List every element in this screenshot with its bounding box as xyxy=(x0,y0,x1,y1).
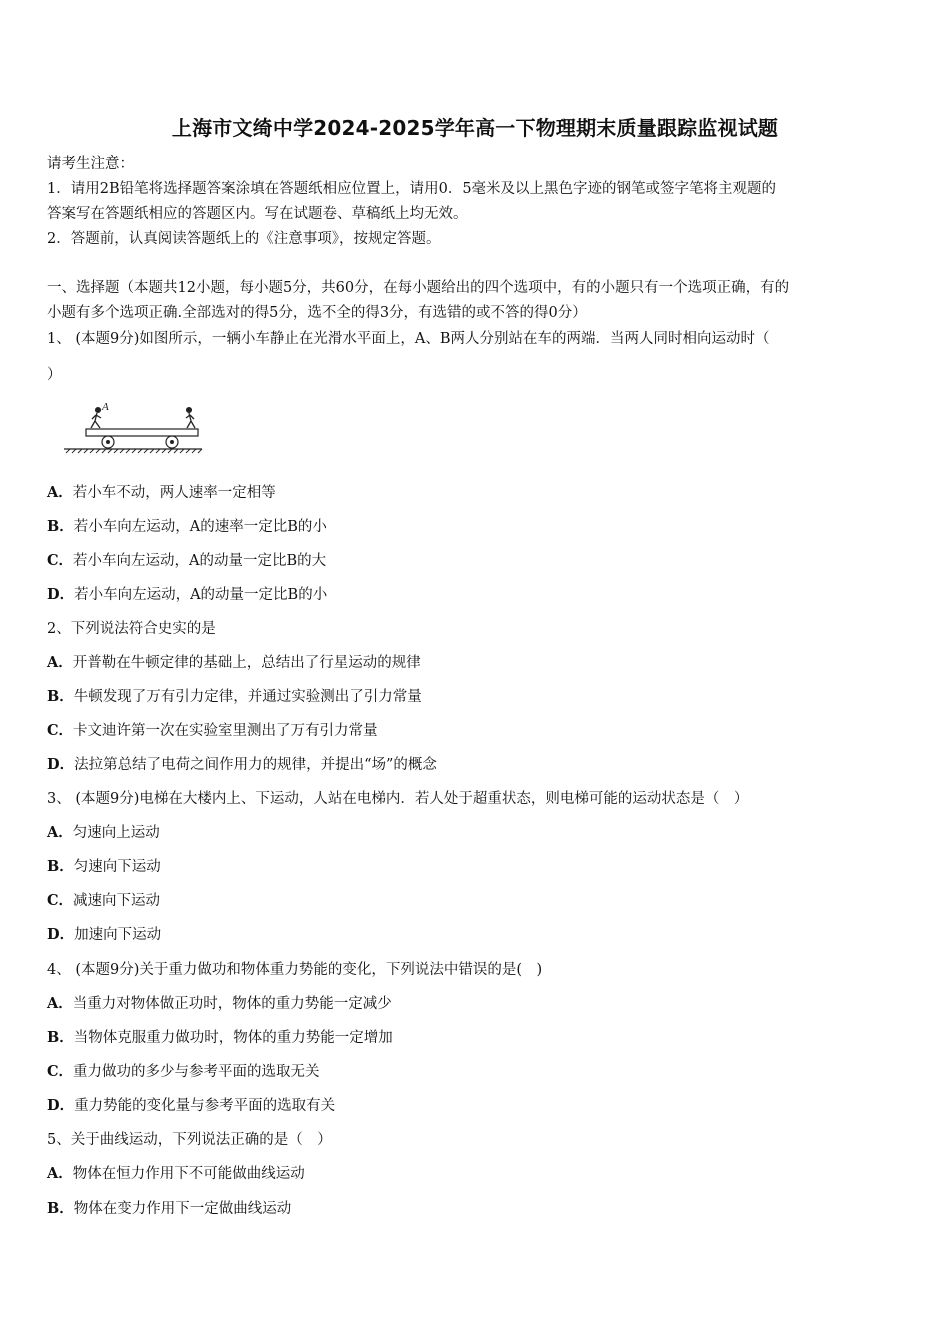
q1-option-d: D．若小车向左运动，A的动量一定比B的小 xyxy=(47,586,328,603)
question-5-stem: 5、关于曲线运动，下列说法正确的是（ ） xyxy=(47,1132,332,1148)
notice-item-2: 2．答题前，认真阅读答题纸上的《注意事项》，按规定答题。 xyxy=(47,231,441,247)
q2-option-d: D．法拉第总结了电荷之间作用力的规律，并提出“场”的概念 xyxy=(47,756,437,773)
cart-diagram xyxy=(60,398,210,456)
page-title: 上海市文绮中学2024-2025学年高一下物理期末质量跟踪监视试题 xyxy=(171,116,779,140)
question-3-stem: 3、 (本题9分)电梯在大楼内上、下运动，人站在电梯内．若人处于超重状态，则电梯可能的运动状态是（ ） xyxy=(47,791,749,807)
q1-option-b: B．若小车向左运动，A的速率一定比B的小 xyxy=(47,518,327,535)
q5-option-b: B．物体在变力作用下一定做曲线运动 xyxy=(47,1200,292,1217)
q3-option-a: A．匀速向上运动 xyxy=(47,824,160,841)
q1-option-c: C．若小车向左运动，A的动量一定比B的大 xyxy=(47,552,327,569)
q3-option-d: D．加速向下运动 xyxy=(47,926,162,943)
notice-item-1-line-1: 1．请用2B铅笔将选择题答案涂填在答题纸相应位置上，请用0．5毫米及以上黑色字迹的钢笔或签字笔将主观题的 xyxy=(47,181,777,197)
figure-label-a: A xyxy=(102,401,109,413)
section-instructions-line-1: 一、选择题（本题共12小题，每小题5分，共60分，在每小题给出的四个选项中，有的小题只有一个选项正确，有的 xyxy=(47,280,790,296)
q3-option-c: C．减速向下运动 xyxy=(47,892,161,909)
q4-option-b: B．当物体克服重力做功时，物体的重力势能一定增加 xyxy=(47,1029,393,1046)
question-1-stem-end: ） xyxy=(47,367,62,383)
notice-item-1-line-2: 答案写在答题纸相应的答题区内。写在试题卷、草稿纸上均无效。 xyxy=(47,206,468,222)
cart-figure xyxy=(60,398,210,460)
q2-option-c: C．卡文迪许第一次在实验室里测出了万有引力常量 xyxy=(47,722,378,739)
question-2-stem: 2、下列说法符合史实的是 xyxy=(47,621,216,637)
q5-option-a: A．物体在恒力作用下不可能做曲线运动 xyxy=(47,1165,305,1182)
q2-option-a: A．开普勒在牛顿定律的基础上，总结出了行星运动的规律 xyxy=(47,654,421,671)
q4-option-a: A．当重力对物体做正功时，物体的重力势能一定减少 xyxy=(47,995,392,1012)
q1-option-a: A．若小车不动，两人速率一定相等 xyxy=(47,484,276,501)
question-1-stem: 1、 (本题9分)如图所示，一辆小车静止在光滑水平面上，A、B两人分别站在车的两端．当两人同时相向运动时（ xyxy=(47,331,770,347)
q3-option-b: B．匀速向下运动 xyxy=(47,858,161,875)
person-b-icon xyxy=(186,408,195,428)
person-a-icon xyxy=(91,408,101,428)
q4-option-d: D．重力势能的变化量与参考平面的选取有关 xyxy=(47,1097,336,1114)
notice-heading: 请考生注意： xyxy=(47,156,134,172)
section-instructions-line-2: 小题有多个选项正确.全部选对的得5分，选不全的得3分，有选错的或不答的得0分） xyxy=(47,305,587,321)
q2-option-b: B．牛顿发现了万有引力定律，并通过实验测出了引力常量 xyxy=(47,688,422,705)
question-4-stem: 4、 (本题9分)关于重力做功和物体重力势能的变化，下列说法中错误的是( ) xyxy=(47,962,543,978)
q4-option-c: C．重力做功的多少与参考平面的选取无关 xyxy=(47,1063,320,1080)
